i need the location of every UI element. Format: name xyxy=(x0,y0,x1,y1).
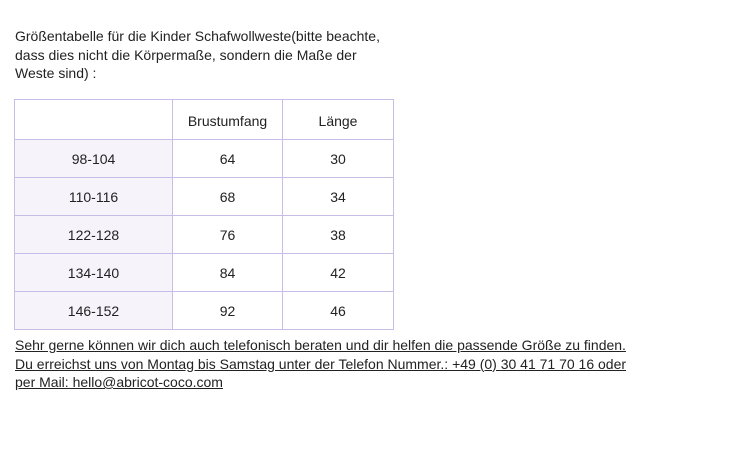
chest-cell: 68 xyxy=(173,178,283,216)
header-chest: Brustumfang xyxy=(173,100,283,140)
size-cell: 122-128 xyxy=(15,216,173,254)
contact-email-line[interactable]: per Mail: hello@abricot-coco.com xyxy=(15,374,223,390)
size-cell: 146-152 xyxy=(15,292,173,330)
chest-cell: 92 xyxy=(173,292,283,330)
length-cell: 42 xyxy=(283,254,394,292)
contact-line-2[interactable]: Du erreichst uns von Montag bis Samstag unter der Telefon Nummer.: +49 (0) 30 41 71 70 16 oder xyxy=(15,355,627,372)
contact-text xyxy=(15,336,655,392)
size-cell: 134-140 xyxy=(15,254,173,292)
intro-line-1: Größentabelle für die Kinder Schafwollweste(bitte beachte, xyxy=(15,28,380,44)
header-length: Länge xyxy=(283,100,394,140)
contact-line-1: Sehr gerne können wir dich auch telefonisch beraten und dir helfen die passende Größe zu finden. xyxy=(15,337,626,353)
table-row xyxy=(15,140,394,178)
chest-cell: 84 xyxy=(173,254,283,292)
length-cell: 30 xyxy=(283,140,394,178)
length-cell: 46 xyxy=(283,292,394,330)
size-cell: 110-116 xyxy=(15,178,173,216)
table-header-row xyxy=(15,100,394,140)
chest-cell: 76 xyxy=(173,216,283,254)
intro-text xyxy=(15,27,395,83)
size-table xyxy=(14,99,394,330)
intro-line-3: Weste sind) : xyxy=(15,65,97,81)
length-cell: 38 xyxy=(283,216,394,254)
length-cell: 34 xyxy=(283,178,394,216)
table-row xyxy=(15,216,394,254)
table-row xyxy=(15,292,394,330)
size-cell: 98-104 xyxy=(15,140,173,178)
chest-cell: 64 xyxy=(173,140,283,178)
intro-line-2: dass dies nicht die Körpermaße, sondern die Maße der xyxy=(15,46,357,63)
table-row xyxy=(15,254,394,292)
table-row xyxy=(15,178,394,216)
header-size xyxy=(15,100,173,140)
